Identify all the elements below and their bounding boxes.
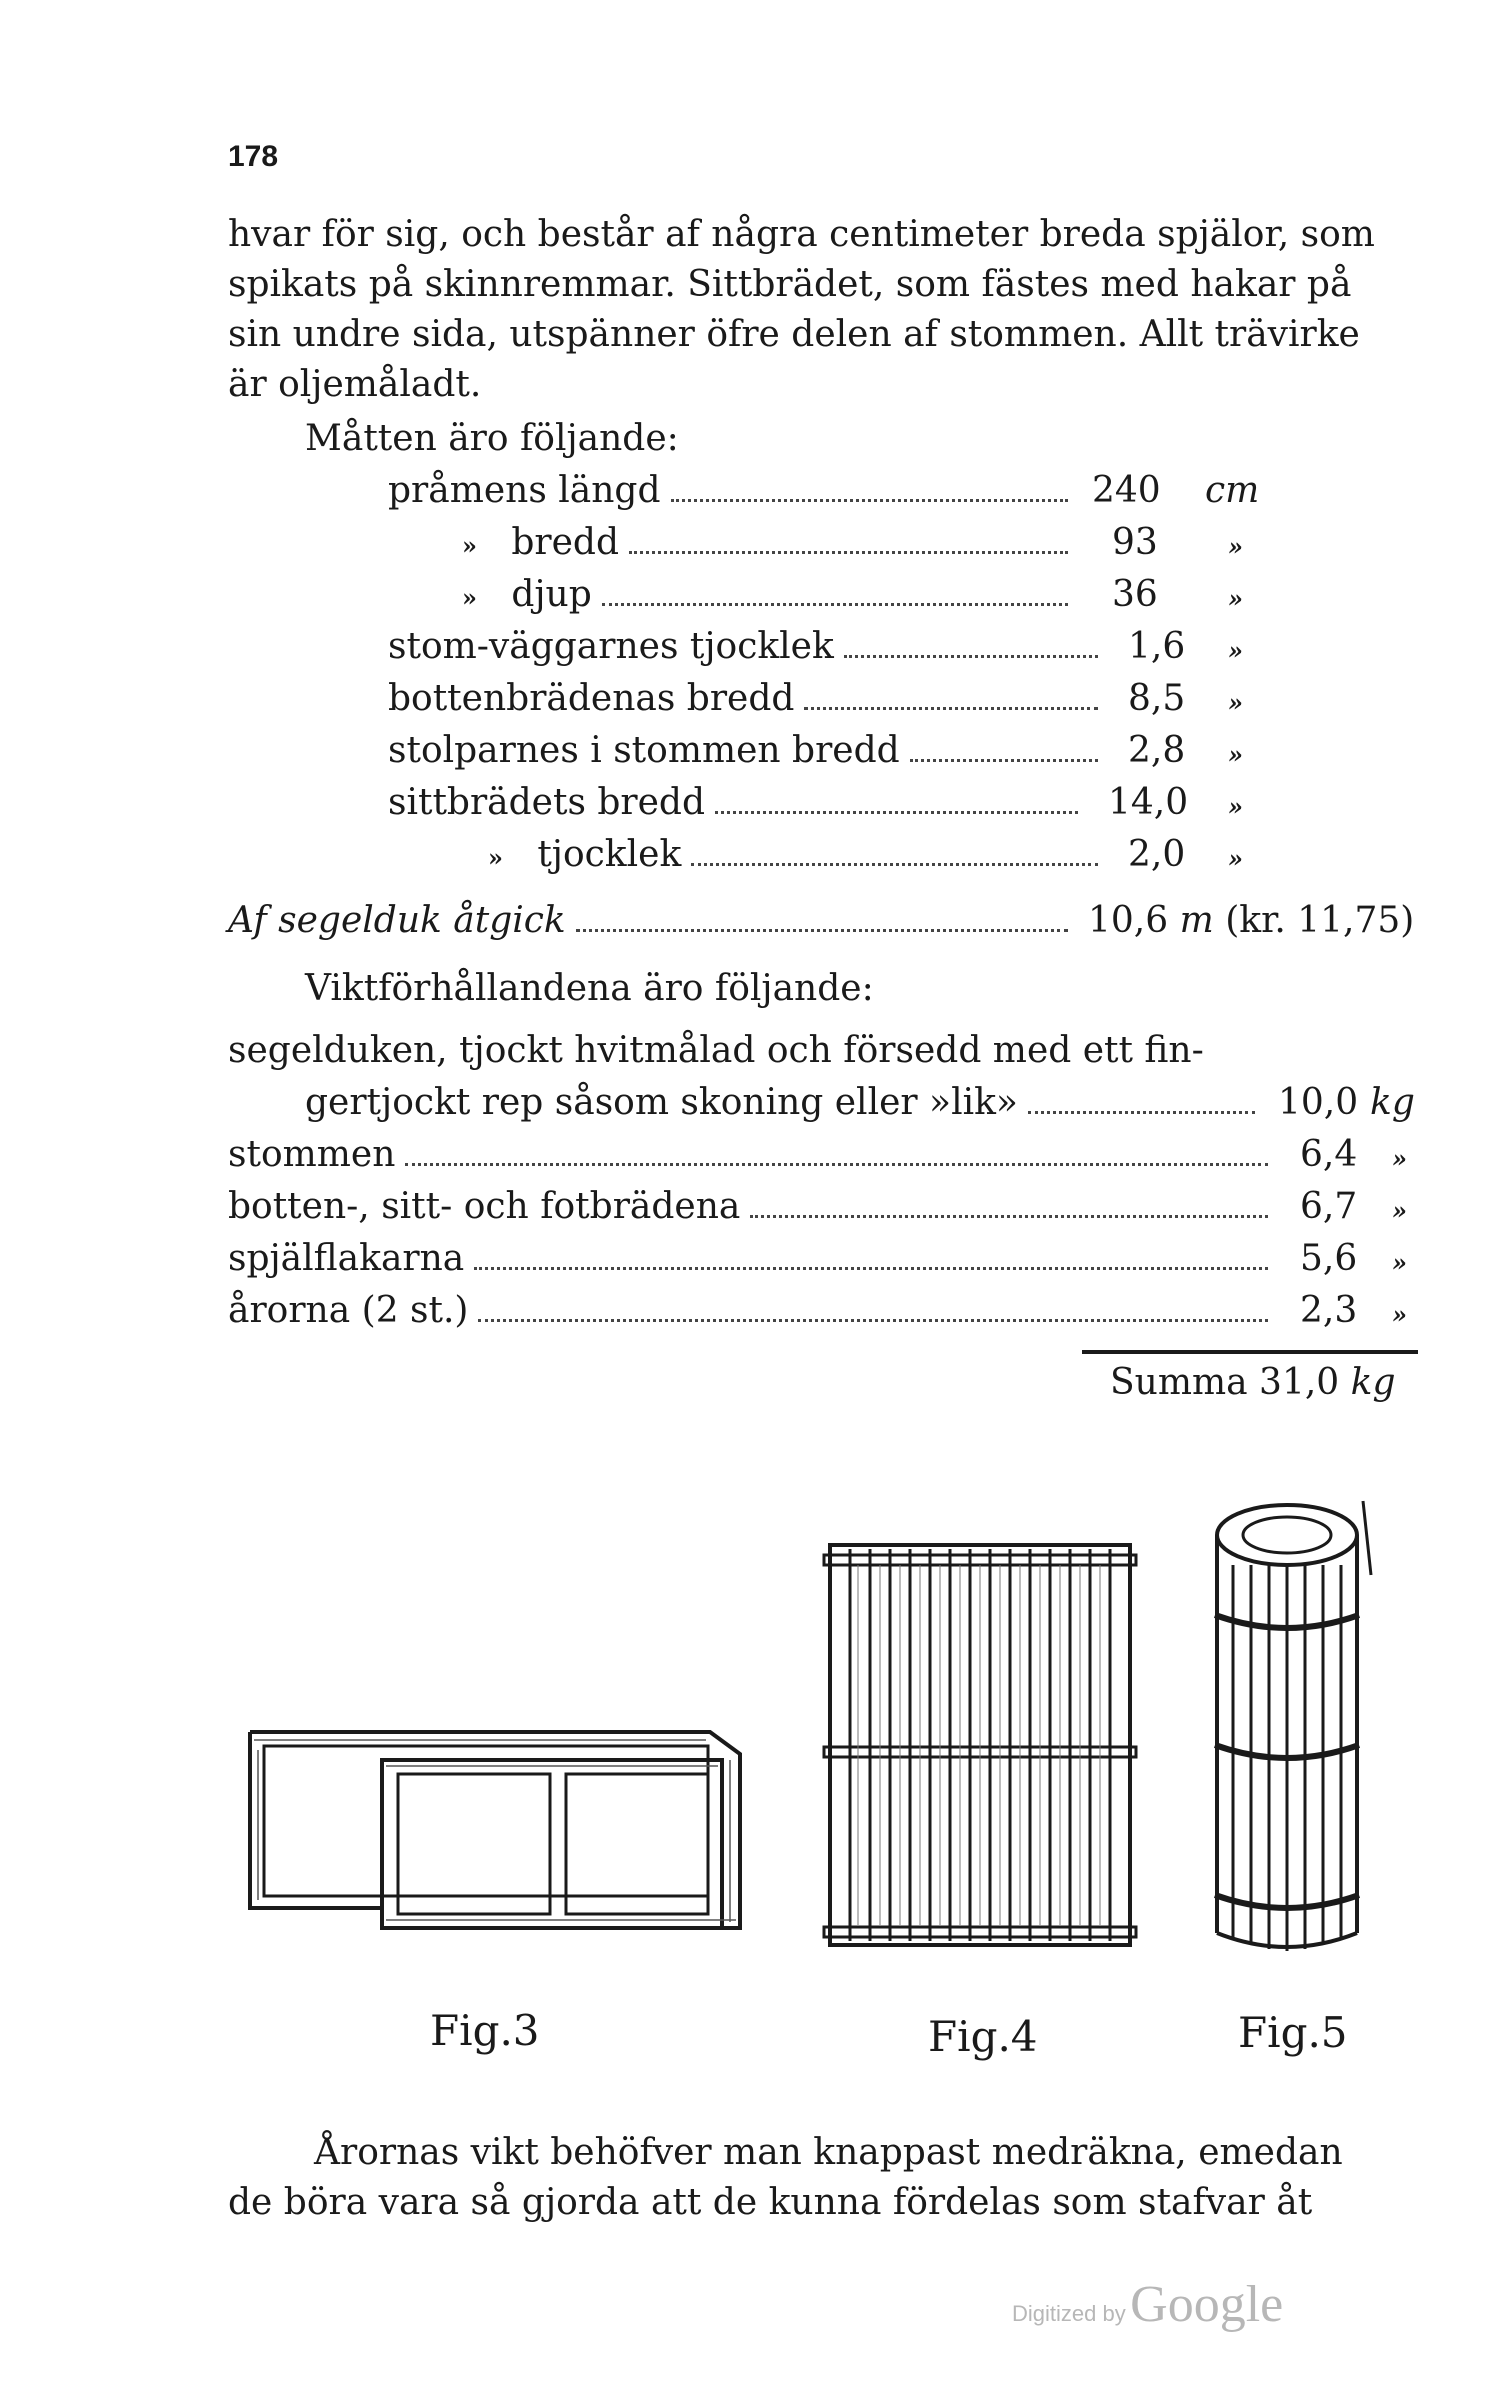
leader-dots: [691, 863, 1098, 866]
measure-row: [388, 782, 1088, 823]
sailcloth-price: (kr. 11,75): [1225, 900, 1415, 941]
measure-row: [388, 626, 1108, 667]
measure-unit: cm: [1205, 470, 1260, 511]
measure-label: tjocklek: [537, 834, 682, 875]
weight-label: stommen: [228, 1134, 396, 1175]
measure-row: [488, 834, 1108, 875]
measure-value: 240: [1092, 470, 1161, 511]
sailcloth-amount: 10,6: [1088, 900, 1169, 941]
weights-heading: Viktförhållandena äro följande:: [305, 968, 874, 1009]
ditto-mark: »: [1228, 688, 1243, 717]
ditto-mark: »: [462, 531, 477, 560]
measure-label: bottenbrädenas bredd: [388, 678, 795, 719]
figure-5-rolled-mat-drawing: [1195, 1495, 1395, 1965]
watermark-prefix: Digitized by: [1012, 2301, 1126, 2326]
leader-dots: [405, 1163, 1268, 1166]
measure-value: 2,8: [1128, 730, 1186, 771]
weight-label: årorna (2 st.): [228, 1290, 469, 1331]
weight-value: 6,4: [1300, 1134, 1358, 1175]
text-line: sin undre sida, utspänner öfre delen af stommen. Allt trävirke: [228, 314, 1360, 355]
weight-label: spjälflakarna: [228, 1238, 465, 1279]
leader-dots: [750, 1215, 1268, 1218]
text-line: är oljemåladt.: [228, 364, 482, 405]
ditto-mark: »: [1228, 584, 1243, 613]
leader-dots: [715, 811, 1078, 814]
intro-paragraph: [228, 210, 1418, 410]
measure-value: 2,0: [1128, 834, 1186, 875]
sum-value: 31,0: [1259, 1362, 1340, 1403]
leader-dots: [629, 551, 1068, 554]
ditto-mark: »: [462, 583, 477, 612]
closing-paragraph: [228, 2128, 1418, 2228]
ditto-mark: »: [488, 843, 503, 872]
weight-row: [228, 1134, 1278, 1175]
measures-heading: Måtten äro följande:: [305, 418, 679, 459]
weight-label: botten-, sitt- och fotbrädena: [228, 1186, 741, 1227]
measure-label: sittbrädets bredd: [388, 782, 706, 823]
sum-unit: kg: [1350, 1362, 1396, 1403]
measure-label: djup: [511, 574, 592, 615]
ditto-mark: »: [1392, 1248, 1407, 1277]
measure-value: 93: [1112, 522, 1158, 563]
weight-row: [228, 1238, 1278, 1279]
weight-value: 6,7: [1300, 1186, 1358, 1227]
weight-value: 5,6: [1300, 1238, 1358, 1279]
weight-value: 10,0: [1278, 1082, 1359, 1123]
measure-value: 8,5: [1128, 678, 1186, 719]
measure-label: pråmens längd: [388, 470, 661, 511]
ditto-mark: »: [1392, 1300, 1407, 1329]
sum-rule: [1082, 1350, 1418, 1354]
sailcloth-value: [1088, 900, 1414, 941]
leader-dots: [1028, 1111, 1255, 1114]
leader-dots: [576, 929, 1068, 932]
leader-dots: [671, 499, 1068, 502]
weight-row: [305, 1082, 1265, 1123]
sum-row: [1110, 1362, 1396, 1403]
weight-row: [228, 1186, 1278, 1227]
digitized-watermark: [1012, 2275, 1283, 2334]
text-line: hvar för sig, och består af några centimeter breda spjälor, som: [228, 214, 1375, 255]
weight-unit: kg: [1370, 1082, 1415, 1123]
leader-dots: [804, 707, 1098, 710]
text-line: spikats på skinnremmar. Sittbrädet, som fästes med hakar på: [228, 264, 1352, 305]
figure-3-caption: Fig.3: [430, 2006, 540, 2055]
weight-row: [228, 1290, 1278, 1331]
leader-dots: [910, 759, 1098, 762]
measure-row: [462, 522, 1078, 563]
measure-value: 1,6: [1128, 626, 1186, 667]
weights-first-line: segelduken, tjockt hvitmålad och försedd med ett fin-: [228, 1030, 1204, 1071]
leader-dots: [478, 1319, 1268, 1322]
measure-row: [388, 678, 1108, 719]
ditto-mark: »: [1228, 844, 1243, 873]
measure-value: 14,0: [1108, 782, 1189, 823]
figure-4-caption: Fig.4: [928, 2012, 1038, 2061]
measure-row: [388, 730, 1108, 771]
ditto-mark: »: [1228, 636, 1243, 665]
ditto-mark: »: [1228, 532, 1243, 561]
sum-label: Summa: [1110, 1362, 1248, 1403]
text-line: Årornas vikt behöfver man knappast medräkna, emedan: [314, 2132, 1343, 2173]
figure-5-caption: Fig.5: [1238, 2008, 1348, 2057]
page-number: 178: [228, 140, 279, 173]
measure-label: bredd: [511, 522, 619, 563]
ditto-mark: »: [1392, 1196, 1407, 1225]
ditto-mark: »: [1392, 1144, 1407, 1173]
text-line: de böra vara så gjorda att de kunna fördelas som stafvar åt: [228, 2182, 1313, 2223]
figure-4-slat-mat-drawing: [820, 1535, 1150, 1965]
sailcloth-unit: m: [1179, 900, 1214, 941]
measure-label: stolparnes i stommen bredd: [388, 730, 900, 771]
measure-label: stom-väggarnes tjocklek: [388, 626, 834, 667]
measure-row: [462, 574, 1078, 615]
figure-3-frame-drawing: [240, 1700, 760, 1970]
sailcloth-label: Af segelduk åtgick: [228, 900, 566, 941]
leader-dots: [602, 603, 1068, 606]
leader-dots: [844, 655, 1098, 658]
ditto-mark: »: [1228, 792, 1243, 821]
ditto-mark: »: [1228, 740, 1243, 769]
weight-label: gertjockt rep såsom skoning eller »lik»: [305, 1082, 1018, 1123]
weight-value: 2,3: [1300, 1290, 1358, 1331]
sailcloth-row: [228, 900, 1078, 941]
google-logo: Google: [1130, 2276, 1284, 2333]
measure-value: 36: [1112, 574, 1158, 615]
leader-dots: [474, 1267, 1268, 1270]
measure-row: [388, 470, 1078, 511]
